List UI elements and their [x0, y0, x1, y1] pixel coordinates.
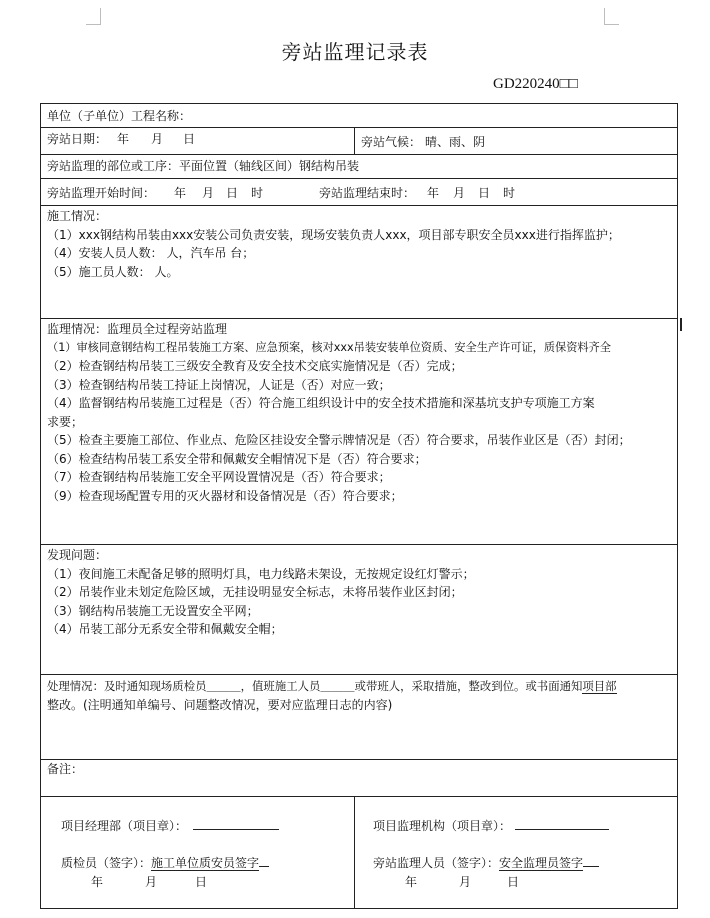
start-month: 月 [202, 186, 215, 200]
row-divider [41, 127, 677, 128]
right-sign-day: 日 [507, 875, 520, 889]
row-divider [41, 544, 677, 545]
supervision-line: （5）检查主要施工部位、作业点、危险区挂设安全警示牌情况是（否）符合要求，吊装作业区是（否）封闭； [47, 433, 631, 447]
text-cursor [680, 318, 682, 331]
qc-signature-value: 施工单位质安员签字 [151, 856, 260, 870]
issue-line: （2）吊装作业未划定危险区域，无挂设明显安全标志，未将吊装作业区封闭； [47, 585, 463, 599]
supervision-line: （7）检查钢结构吊装施工安全平网设置情况是（否）符合要求； [47, 470, 391, 484]
supervision-line: 求要； [47, 414, 84, 429]
column-divider [354, 796, 355, 908]
left-sign-day: 日 [195, 875, 208, 889]
start-time-label: 旁站监理开始时间： [47, 186, 156, 200]
handling-note: 整改。(注明通知单编号、问题整改情况，要对应监理日志的内容) [47, 697, 393, 712]
end-hour: 时 [503, 186, 516, 200]
supervision-section [47, 320, 631, 505]
supervision-line: （4）监督钢结构吊装施工过程是（否）符合施工组织设计中的安全技术措施和深基坑支护专项施工方案 [47, 396, 595, 410]
date-day: 日 [183, 132, 196, 146]
left-sign-year: 年 [91, 875, 104, 889]
crop-mark-top-left [86, 8, 101, 25]
issue-line: （1）夜间施工未配备足够的照明灯具，电力线路未架设，无按规定设红灯警示； [47, 566, 475, 581]
end-time-label: 旁站监理结束时： [319, 186, 416, 200]
issues-heading: 发现问题： [47, 548, 108, 562]
start-hour: 时 [251, 186, 264, 200]
construction-line: （1）xxx钢结构吊装由xxx安装公司负责安装，现场安装负责人xxx，项目部专职安全员xxx进行指挥监护； [47, 227, 620, 242]
issue-line: （3）钢结构吊装施工无设置安全平网； [47, 603, 259, 618]
start-year: 年 [174, 186, 187, 200]
date-year: 年 [117, 132, 130, 146]
issue-line: （4）吊装工部分无系安全带和佩戴安全帽； [47, 622, 283, 636]
issues-section [47, 546, 475, 639]
document-title: 旁站监理记录表 [281, 40, 429, 64]
supervised-part-text: 旁站监理的部位或工序：平面位置（轴线区间）钢结构吊装 [47, 159, 360, 173]
construction-section [47, 207, 620, 281]
supervision-line: （2）检查钢结构吊装工三级安全教育及安全技术交底实施情况是（否）完成； [47, 359, 463, 373]
supervision-line: （9）检查现场配置专用的灭火器材和设备情况是（否）符合要求； [47, 488, 403, 503]
handling-text: 处理情况：及时通知现场质检员＿＿＿，值班施工人员＿＿＿或带班人，采取措施，整改到位。或书面通知 [47, 679, 583, 693]
right-sign-year: 年 [405, 875, 418, 889]
handling-section [47, 677, 617, 714]
weather-label: 旁站气候： [361, 135, 422, 149]
project-dept-label: 项目经理部（项目章）： [61, 817, 279, 834]
qc-signature: 质检员（签字）：施工单位质安员签字 [61, 854, 269, 871]
construction-heading: 施工情况： [47, 209, 108, 223]
date-month: 月 [151, 132, 164, 146]
left-sign-month: 月 [145, 875, 158, 889]
construction-line: （5）施工员人数： 人。 [47, 264, 179, 279]
row-divider [41, 178, 677, 179]
row-divider [41, 154, 677, 155]
start-day: 日 [226, 186, 239, 200]
supervision-org-label: 项目监理机构（项目章）： [373, 817, 609, 834]
unit-name-label: 单位（子单位）工程名称： [47, 109, 192, 123]
row-divider [41, 205, 677, 206]
crop-mark-top-right [604, 8, 619, 25]
date-label: 旁站日期： [47, 132, 108, 146]
row-divider [41, 674, 677, 675]
remarks-label: 备注： [47, 762, 84, 776]
supervision-org-stamp-line [515, 817, 609, 830]
handling-project-dept: 项目部 [582, 679, 617, 693]
construction-line: （4）安装人员人数： 人，汽车吊 台； [47, 246, 255, 260]
record-table [40, 103, 678, 909]
row-divider [41, 796, 677, 797]
supervision-heading: 监理情况：监理员全过程旁站监理 [47, 322, 228, 336]
row-divider [41, 318, 677, 319]
right-sign-month: 月 [459, 875, 472, 889]
row-divider [41, 759, 677, 760]
end-year: 年 [427, 186, 440, 200]
column-divider [354, 127, 355, 154]
supervision-line: （1）审核同意钢结构工程吊装施工方案、应急预案，核对xxx吊装安装单位资质、安全生产许可证，质保资料齐全 [47, 340, 611, 354]
staff-signature-value: 安全监理员签字 [499, 856, 584, 870]
weather-value: 晴、雨、阴 [425, 135, 486, 149]
staff-signature: 旁站监理人员（签字）：安全监理员签字 [373, 854, 599, 871]
supervision-line: （6）检查结构吊装工系安全带和佩戴安全帽情况下是（否）符合要求； [47, 451, 427, 466]
end-month: 月 [453, 186, 466, 200]
document-code: GD220240□□ [493, 76, 578, 92]
end-day: 日 [478, 186, 491, 200]
supervision-line: （3）检查钢结构吊装工持证上岗情况，人证是（否）对应一致； [47, 377, 391, 392]
project-dept-stamp-line [193, 817, 279, 830]
